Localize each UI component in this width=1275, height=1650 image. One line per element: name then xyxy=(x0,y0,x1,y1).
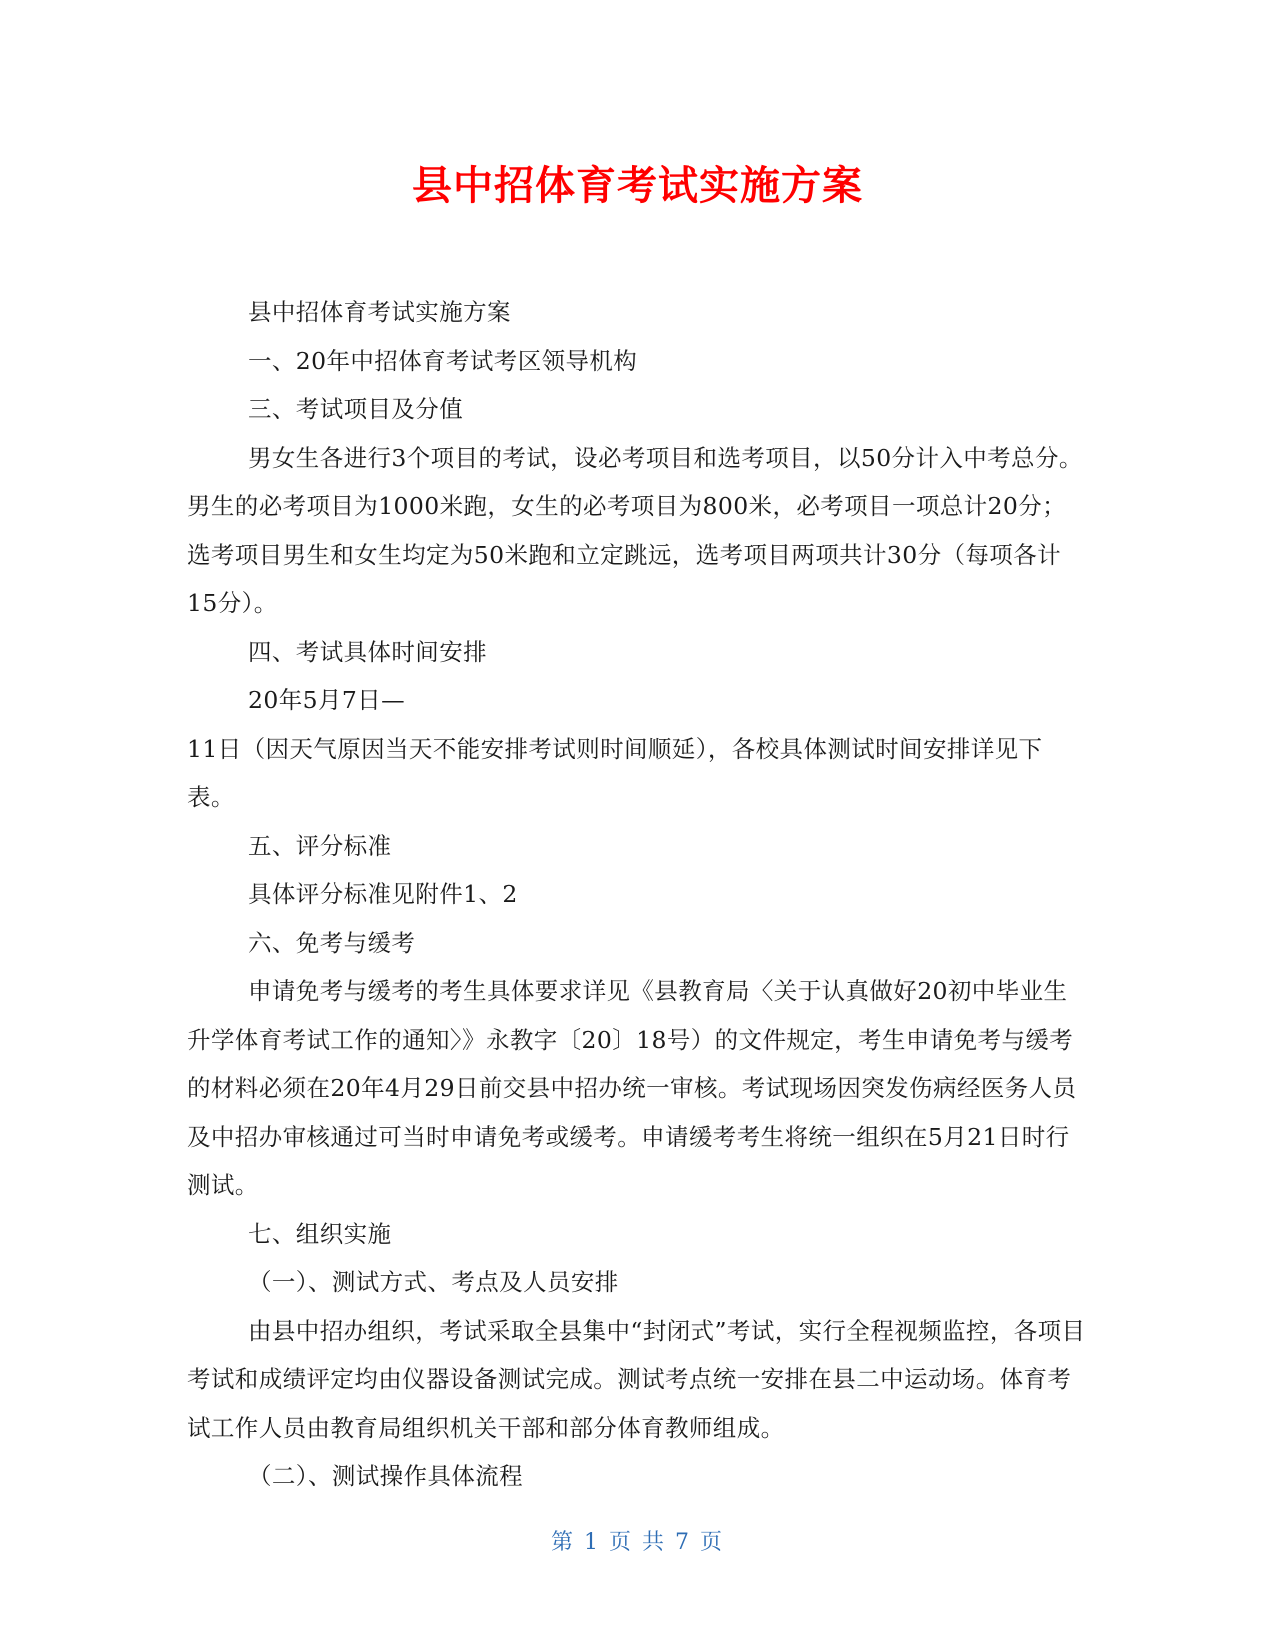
document-title: 县中招体育考试实施方案 xyxy=(412,163,863,209)
paragraph: 七、组织实施 xyxy=(248,1219,392,1248)
document-body xyxy=(187,288,1087,1501)
paragraph: 申请免考与缓考的考生具体要求详见《县教育局〈关于认真做好20初中毕业生升学体育考试工作的通知〉》永教字〔20〕18号）的文件规定，考生申请免考与缓考的材料必须在20年4月29日前交县中招办统一审核。考试现场因突发伤病经医务人员及中招办审核通过可当时申请免考或缓考。申请缓考考生将统一组织在5月21日时行测试。 xyxy=(187,977,1077,1199)
paragraph: 男女生各进行3个项目的考试，设必考项目和选考项目，以50分计入中考总分。男生的必考项目为1000米跑，女生的必考项目为800米，必考项目一项总计20分；选考项目男生和女生均定为50米跑和立定跳远，选考项目两项共计30分（每项各计15分）。 xyxy=(187,443,1083,617)
paragraph: 具体评分标准见附件1、2 xyxy=(248,880,518,908)
paragraph: （二）、测试操作具体流程 xyxy=(248,1462,524,1490)
paragraph: 20年5月7日— xyxy=(248,686,406,714)
paragraph: 四、考试具体时间安排 xyxy=(248,637,487,666)
paragraph: 由县中招办组织，考试采取全县集中“封闭式”考试，实行全程视频监控，各项目考试和成绩评定均由仪器设备测试完成。测试考点统一安排在县二中运动场。体育考试工作人员由教育局组织机关干部和部分体育教师组成。 xyxy=(187,1316,1086,1442)
paragraph: 11日（因天气原因当天不能安排考试则时间顺延），各校具体测试时间安排详见下表。 xyxy=(187,734,1043,811)
paragraph: 五、评分标准 xyxy=(248,831,392,860)
paragraph: 县中招体育考试实施方案 xyxy=(248,298,511,326)
paragraph: （一）、测试方式、考点及人员安排 xyxy=(248,1268,619,1296)
paragraph: 三、考试项目及分值 xyxy=(248,395,464,423)
page-number-footer: 第 1 页 共 7 页 xyxy=(551,1530,724,1555)
paragraph: 一、20年中招体育考试考区领导机构 xyxy=(248,346,638,375)
paragraph: 六、免考与缓考 xyxy=(248,928,416,957)
